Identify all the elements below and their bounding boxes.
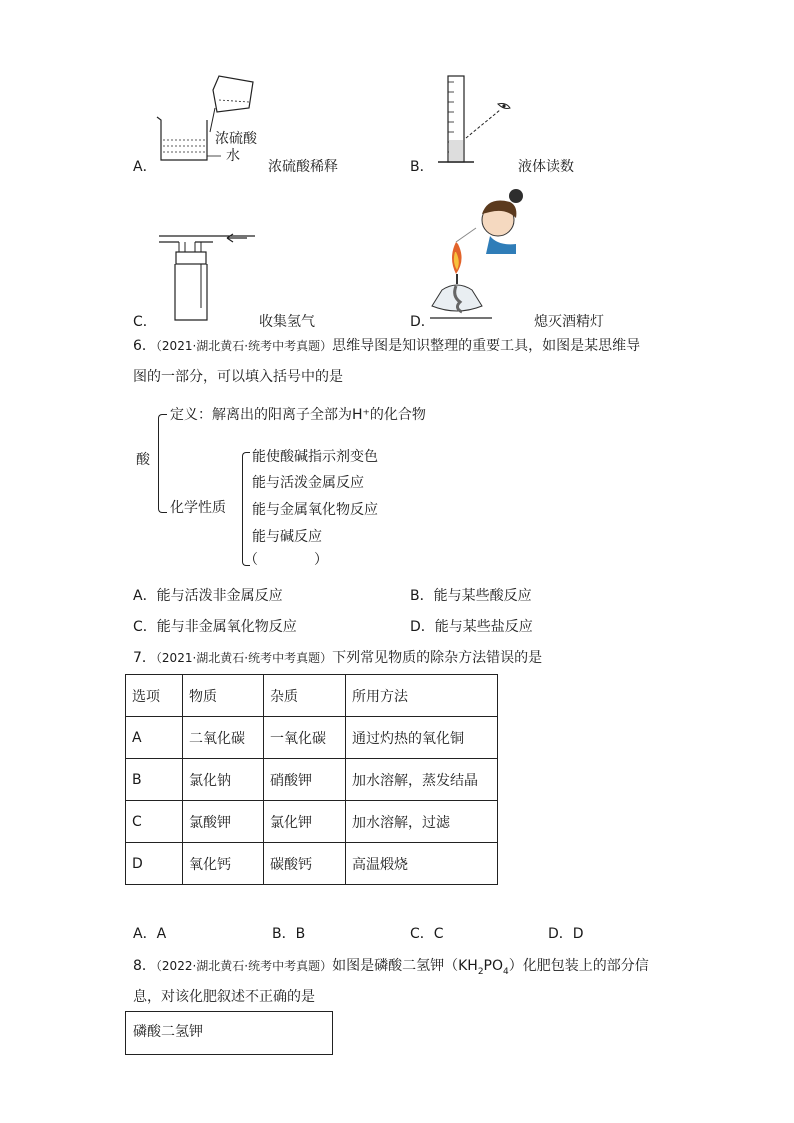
mindmap-property-1: 能使酸碱指示剂变色 — [252, 449, 378, 465]
mindmap-brace-1 — [158, 414, 167, 513]
label-water: 水 — [226, 148, 240, 164]
option-b-letter: B． — [410, 159, 434, 175]
table-header-cell: 杂质 — [264, 675, 346, 717]
table-cell: 加水溶解，过滤 — [346, 801, 498, 843]
table-cell: D — [126, 843, 183, 885]
q6-option-d[interactable]: D．能与某些盐反应 — [410, 619, 533, 635]
q6-option-a[interactable]: A．能与活泼非金属反应 — [133, 588, 283, 604]
purification-table — [125, 674, 498, 885]
q6-stem-line1: 思维导图是知识整理的重要工具，如图是某思维导 — [332, 338, 641, 354]
q8-stem-a: 如图是磷酸二氢钾（KH — [332, 958, 478, 974]
q7-option-d[interactable]: D．D — [548, 926, 584, 942]
mindmap-root: 酸 — [136, 452, 150, 468]
question-6-stem — [133, 336, 673, 356]
mindmap-property-4: 能与碱反应 — [252, 529, 322, 545]
q8-number: 8． — [133, 958, 156, 974]
table-cell: 氯酸钾 — [183, 801, 264, 843]
table-cell: 氯化钾 — [264, 801, 346, 843]
table-cell: C — [126, 801, 183, 843]
mindmap-blank: （ ） — [244, 552, 328, 568]
table-cell: B — [126, 759, 183, 801]
table-cell: 碳酸钙 — [264, 843, 346, 885]
gas-bottle-illustration — [155, 228, 265, 326]
q8-stem-c: ）化肥包装上的部分信 — [508, 958, 649, 974]
mindmap-definition: 定义：解离出的阳离子全部为H⁺的化合物 — [170, 407, 426, 423]
table-cell: 硝酸钾 — [264, 759, 346, 801]
q8-sub-2: 2 — [477, 966, 484, 977]
cylinder-reading-illustration — [436, 74, 516, 170]
fertilizer-name: 磷酸二氢钾 — [133, 1024, 203, 1040]
question-7-stem — [133, 648, 542, 668]
table-row — [126, 843, 498, 885]
table-cell: A — [126, 717, 183, 759]
option-c-letter: C． — [133, 314, 157, 330]
table-header-cell: 选项 — [126, 675, 183, 717]
q7-option-a[interactable]: A．A — [133, 926, 167, 942]
table-cell: 加水溶解，蒸发结晶 — [346, 759, 498, 801]
mindmap-property-2: 能与活泼金属反应 — [252, 475, 364, 491]
q8-stem-b: PO — [483, 958, 504, 974]
q8-source: （2022·湖北黄石·统考中考真题） — [155, 959, 333, 973]
table-row — [126, 717, 498, 759]
mindmap-branch: 化学性质 — [170, 500, 226, 516]
label-concentrated-acid: 浓硫酸 — [215, 131, 257, 147]
question-6-stem-line2: 图的一部分，可以填入括号中的是 — [133, 369, 343, 385]
q6-number: 6． — [133, 338, 156, 354]
table-cell: 二氧化碳 — [183, 717, 264, 759]
q7-source: （2021·湖北黄石·统考中考真题） — [155, 651, 333, 665]
table-row — [126, 801, 498, 843]
q7-option-c[interactable]: C．C — [410, 926, 444, 942]
table-row — [126, 759, 498, 801]
fertilizer-label-box — [125, 1011, 333, 1055]
q6-option-c[interactable]: C．能与非金属氧化物反应 — [133, 619, 297, 635]
option-a-letter: A． — [133, 159, 157, 175]
q7-stem-text: 下列常见物质的除杂方法错误的是 — [332, 650, 543, 666]
table-header-cell: 所用方法 — [346, 675, 498, 717]
table-cell: 高温煅烧 — [346, 843, 498, 885]
table-cell: 氧化钙 — [183, 843, 264, 885]
question-8-stem-line2: 息，对该化肥叙述不正确的是 — [133, 989, 315, 1005]
table-cell: 一氧化碳 — [264, 717, 346, 759]
q6-source: （2021·湖北黄石·统考中考真题） — [155, 339, 333, 353]
table-cell: 通过灼热的氧化铜 — [346, 717, 498, 759]
option-a-caption: 浓硫酸稀释 — [268, 159, 338, 175]
table-header-cell: 物质 — [183, 675, 264, 717]
table-cell: 氯化钠 — [183, 759, 264, 801]
alcohol-lamp-illustration — [430, 184, 530, 324]
q8-sub-4: 4 — [503, 966, 509, 977]
acid-dilution-illustration — [155, 72, 265, 162]
q7-option-b[interactable]: B．B — [272, 926, 306, 942]
option-d-letter: D． — [410, 314, 435, 330]
mindmap-brace-2 — [242, 452, 250, 566]
question-8-stem — [133, 956, 649, 982]
option-b-caption: 液体读数 — [518, 159, 574, 175]
option-c-caption: 收集氢气 — [259, 314, 315, 330]
q6-option-b[interactable]: B．能与某些酸反应 — [410, 588, 532, 604]
option-d-caption: 熄灭酒精灯 — [534, 314, 604, 330]
mindmap-property-3: 能与金属氧化物反应 — [252, 502, 378, 518]
table-header-row — [126, 675, 498, 717]
q7-number: 7． — [133, 650, 156, 666]
